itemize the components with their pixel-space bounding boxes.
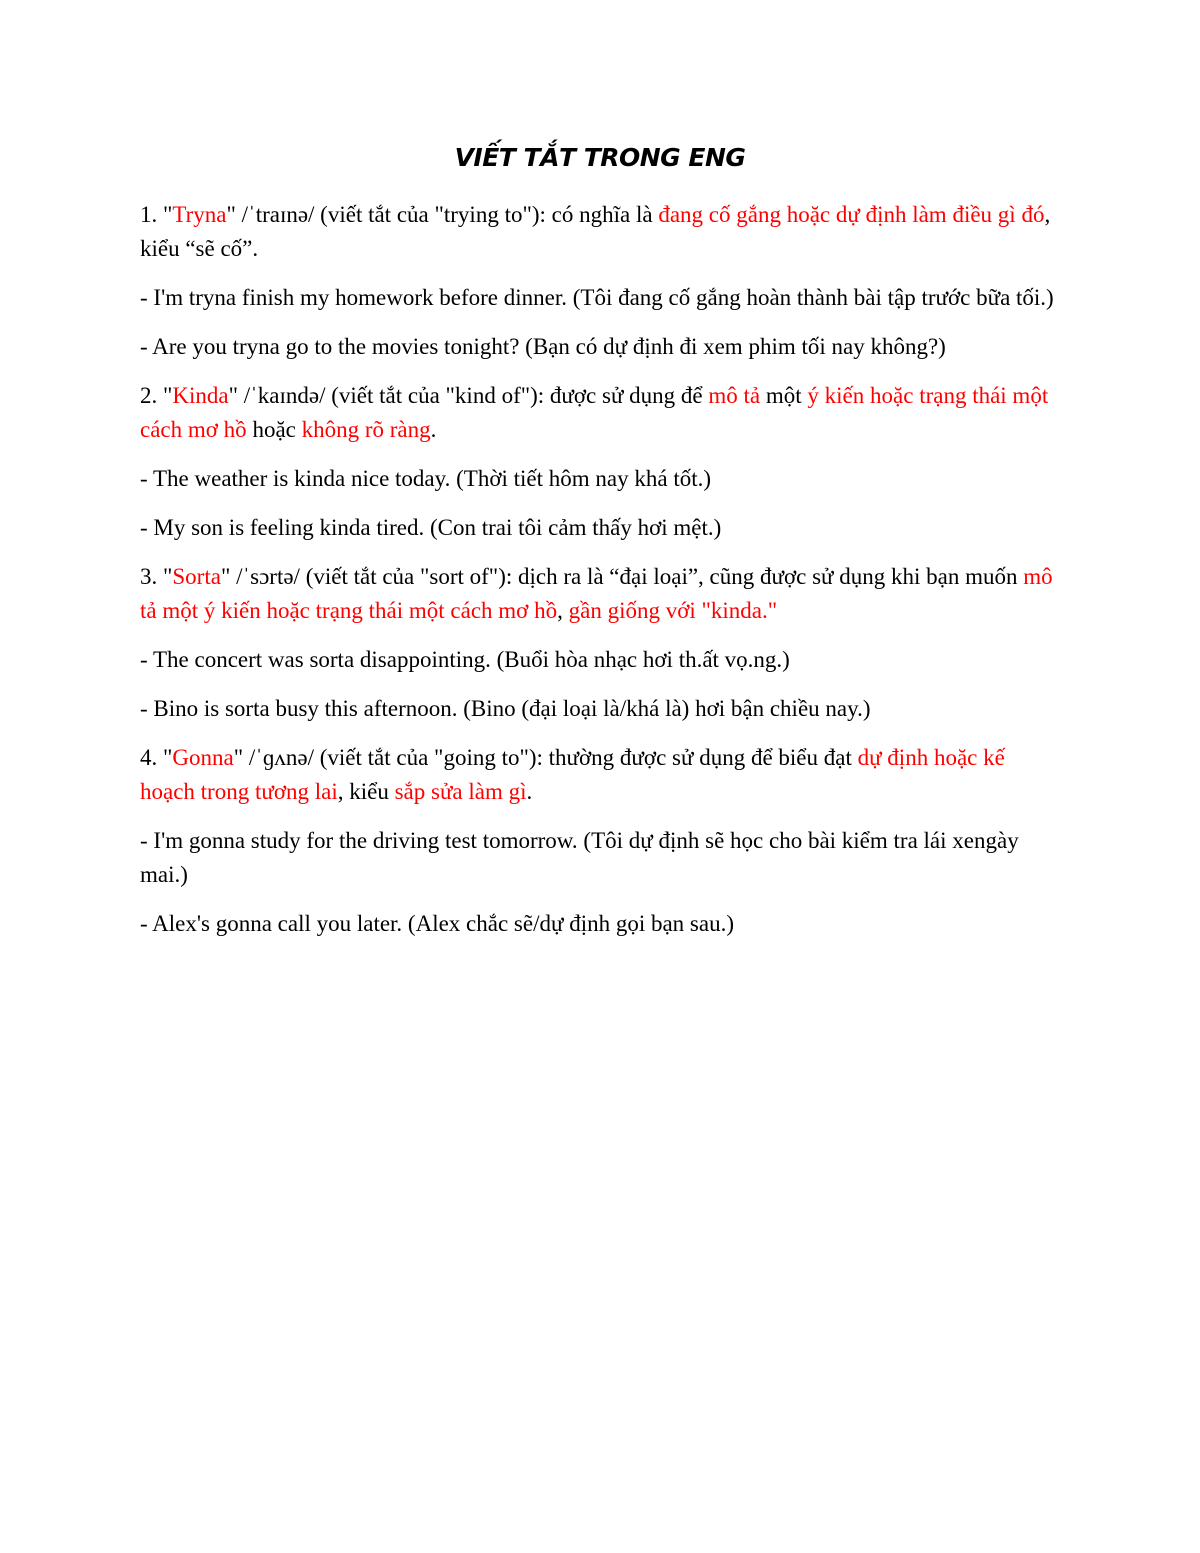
definition-text: hoặc [246, 417, 302, 442]
definition-text: , [557, 598, 569, 623]
document-body [140, 198, 1065, 956]
term-tryna: Tryna [172, 202, 227, 227]
highlight-meaning: dự định hoặc kế hoạch trong tương lai [140, 745, 1005, 804]
term-kinda: Kinda [172, 383, 229, 408]
definition-gonna [140, 741, 1065, 809]
highlight-meaning: sắp sửa làm gì [394, 779, 527, 804]
definition-text: . [430, 417, 437, 442]
term-gonna: Gonna [172, 745, 234, 770]
definition-text: , kiểu “sẽ cố”. [140, 202, 1051, 261]
definition-number: 4. " [140, 745, 173, 770]
document-title: VIẾT TẮT TRONG ENG [454, 143, 746, 172]
example-sentence: - My son is feeling kinda tired. (Con trai tôi cảm thấy hơi mệt.) [140, 515, 722, 540]
definition-tryna [140, 198, 1065, 266]
highlight-meaning: mô tả [708, 383, 761, 408]
term-sorta: Sorta [172, 564, 221, 589]
definition-text: " /ˈɡʌnə/ (viết tắt của "going to"): thường được sử dụng để biểu đạt [233, 745, 858, 770]
example-sentence: - The concert was sorta disappointing. (Buổi hòa nhạc hơi th.ất vọ.ng.) [140, 647, 790, 672]
definition-text: " /ˈsɔrtə/ (viết tắt của "sort of"): dịch ra là “đại loại”, cũng được sử dụng khi bạn muốn [220, 564, 1024, 589]
example-sentence: - I'm tryna finish my homework before dinner. (Tôi đang cố gắng hoàn thành bài tập trước bữa tối.) [140, 285, 1054, 310]
example-sentence: - Bino is sorta busy this afternoon. (Bino (đại loại là/khá là) hơi bận chiều nay.) [140, 696, 871, 721]
example-sentence: - Are you tryna go to the movies tonight? (Bạn có dự định đi xem phim tối nay không?) [140, 334, 946, 359]
highlight-meaning: mô tả một ý kiến hoặc trạng thái một cách mơ hồ [140, 564, 1053, 623]
definition-text: " /ˈkaɪndə/ (viết tắt của "kind of"): được sử dụng để [228, 383, 709, 408]
highlight-meaning: đang cố gắng hoặc dự định làm điều gì đó [658, 202, 1045, 227]
highlight-meaning: ý kiến hoặc trạng thái một cách mơ hồ [140, 383, 1049, 442]
definition-text: , kiểu [337, 779, 395, 804]
definition-sorta [140, 560, 1065, 628]
highlight-meaning: không rõ ràng [301, 417, 431, 442]
definition-text: một [760, 383, 808, 408]
example-sentence: - Alex's gonna call you later. (Alex chắc sẽ/dự định gọi bạn sau.) [140, 911, 735, 936]
definition-text: . [526, 779, 533, 804]
highlight-meaning: gần giống với "kinda." [568, 598, 778, 623]
example-sentence: - I'm gonna study for the driving test tomorrow. (Tôi dự định sẽ học cho bài kiểm tra lái xengày mai.) [140, 828, 1019, 887]
definition-number: 3. " [140, 564, 173, 589]
definition-text: " /ˈtraɪnə/ (viết tắt của "trying to"): có nghĩa là [226, 202, 659, 227]
definition-number: 2. " [140, 383, 173, 408]
definition-kinda [140, 379, 1065, 447]
example-sentence: - The weather is kinda nice today. (Thời tiết hôm nay khá tốt.) [140, 466, 712, 491]
definition-number: 1. " [140, 202, 173, 227]
